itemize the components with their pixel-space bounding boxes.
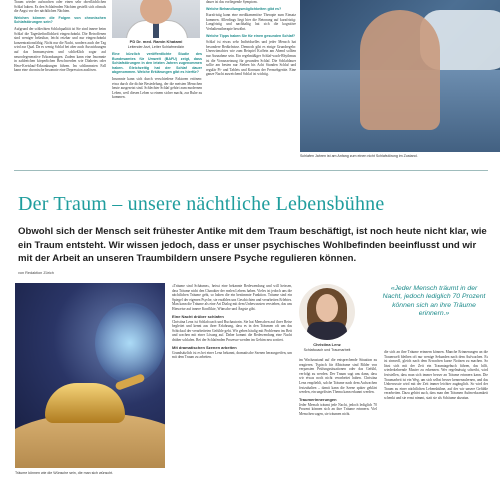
article-column-a [172, 284, 292, 500]
paragraph: Grundsätzlich ist es bei einer Lenz bekannt, dramatische Szenen herausgreifen, um mit dem Traum zu arbeiten. [172, 350, 292, 360]
subheading: Eine kürzlich veröffentlichte Studie des Bundesamtes für Umwelt (BAFU) zeigt, dass Schlafstörungen in den letzten Jahren zugenommen haben. Gleichzeitig hat der Schlaf dauer abgenommen. Welche Erklärungen gibt es hierfür? [112, 52, 202, 75]
christina-portrait [299, 284, 355, 340]
subheading: Traumerinnerungen [299, 396, 337, 402]
subheading: Welche Tipps haben Sie für einen gesunden Schlaf? [206, 33, 296, 38]
subheading: Eine Nacht drüber schlafen [172, 313, 224, 319]
top-column-2 [112, 52, 202, 152]
top-column-3 [206, 0, 296, 152]
christina-role: Schlafcoach und Traumarbeit [303, 347, 351, 352]
doctor-name: PD Dr. med. Ramin Khatami [129, 39, 183, 44]
article-column-c [384, 350, 488, 500]
section-divider [14, 170, 488, 171]
paragraph: Traum wieder aufwachen oder einen sehr oberflächlichen Schlaf haben. Es den Schlafenden Nächten gestellt sich oftmals die Angst vor der nächtlichen Nächten. [14, 0, 106, 14]
paragraph: Insomnie kann sich durch verschiedene Faktoren ertönen: etwa durch die dichte Besiedelung, der die meisten Menschen heute ausgesetzt sind. Schlechter Schlaf gehört zum modernen Leben, weil diesen Leben so einem sicher macht, zur Ruhe zu kommen. [112, 76, 202, 100]
paragraph: Christina Lenz ist Schlafcoach und Buchautorin. Sie hat Menschen auf ihrer Reise begleitet und kennt aus ihrer Erfahrung, dass es in den Träumen oft um das Schicksal der verarbeiteten Gefühle geht. Wir gehen häufig mit Problemen ins Bett und wachen mit einer Lösung auf. Daher kommt die Redewendung eine Nacht drüber schlafen. Bei der Schlafenden Prozesse werden im Gehirn neu sortiert. [172, 319, 292, 342]
sleep-photo [300, 0, 500, 152]
article-byline: von Redaktion Zürich [18, 271, 54, 275]
subheading: Mit dramatischen Szenen arbeiten [172, 344, 237, 350]
subheading: Welche Behandlungsmöglichkeiten gibt es? [206, 6, 282, 11]
paragraph: «Träume sind Schäume», heisst eine bekannte Redewendung und will heissen, dass Träume nicht den Charakter der realen Lebens haben. Vieles ist jedoch uns die nächtlichen Träume geht, so haben die ein bestimmte Funktion. Träume sind ein Spiegel der eigenen Psyche, sie erzählen uns Geschichten und verarbeiten Erlebtes. Man kann die Träume als eine Art Dialog mit dem Unbewussten verstehen, das uns Hinweise auf innere Konflikte, Wünsche und Ängste gibt. [172, 284, 292, 311]
article-lead: Obwohl sich der Mensch seit frühester Antike mit dem Traum beschäftigt, ist noch heute nicht klar, wie ein Traum entsteht. Wir wissen jedoch, dass er unser psychisches Wohlbefinden beeinflusst und wir mit der Arbeit an unseren Traumbildern unsere Psyche regulieren können. [18, 226, 487, 264]
paragraph: Jeder Mensch träumt jede Nacht, jedoch lediglich 70 Prozent können sich an ihre Träume erinnern. Viel Menschen sagen, sie träumen nicht. [299, 402, 377, 416]
article-column-b [299, 358, 377, 500]
sleep-photo-caption: Schlafen Jahren ist am Anfang zum einen nicht Schlafstörung im Zustand. [300, 154, 418, 158]
doctor-caption [112, 40, 200, 49]
christina-caption [294, 343, 360, 352]
top-column-1 [14, 0, 106, 150]
article-headline: Der Traum – unsere nächtliche Lebensbühne [18, 193, 385, 215]
paragraph: die sich an ihre Träume erinnern können. Manche Erinnerungen an die Traumwelt bleiben oft nur wenige Sekunden nach dem Aufwachen. Es ist sinnvoll, gleich nach dem Erwachen kurze Notizen zu machen. So lässt sich mit der Zeit ein Traumtagebuch führen, das hilft, wiederkehrende Muster zu erkennen. Wer regelmässig schreibt, wird feststellen, dass man sich immer besser an Träume erinnern kann. Die Traumarbeit ist ein Weg, um sich selbst besser kennenzulernen, und das Unbewusste wird mit der Zeit immer leichter zugänglich. So wird der Traum zu einer nächtlichen Lebensbühne, auf der wir unsere Gefühle verarbeiten. Dazu gehört auch, dass man den Träumen Aufmerksamkeit schenkt und sie ernst nimmt, statt sie als Schäume abzutun. [384, 350, 488, 400]
lamp-photo-caption: Träume können wie die Wünsche sein, die man sich wünscht. [15, 471, 114, 475]
doctor-portrait [112, 0, 200, 38]
paragraph: Kurzfristig kann eine medikamentöse Therapie zum Einsatz kommen. Allerdings liegt hier die Betonung auf kurzfristig: Langfristig und nachhaltig hat sich die kognitive Verhaltenstherapie bewährt. [206, 13, 296, 31]
subheading: Welchen können die Folgen von chronischen Schlafstörungen sein? [14, 15, 106, 25]
doctor-role: Leitender Arzt, Leiter Schlafmedizin [127, 44, 185, 49]
magic-lamp-photo [15, 283, 165, 468]
paragraph: im Wachzustand auf die entsprechende Situation zu reagieren. Typisch für Albträume sind Bilder von verpassten Prüfungssituationen oder das Gefühl, verfolgt zu werden. Der Traum sagt uns dann, dass wir etwas noch nicht verarbeitet haben. Christina Lenz empfiehlt, solche Träume nach dem Aufwachen festzuhalten – damit kann die Szene später geklärt werden, ein ungelöstes Thema kann erkannt werden. [299, 358, 377, 395]
christina-name: Christina Lenz [313, 342, 341, 347]
pull-quote: «Jeder Mensch träumt in der Nacht, jedoch lediglich 70 Prozent können sich an ihre Träume erinnern.» [382, 285, 486, 318]
paragraph: dauer ist das vorliegende Symptom. [206, 0, 258, 4]
paragraph: Aufgrund der schlechten Schlafqualität ist Sie sind innere beim Schlaf die Tagesbefindlichkeit eingeschränkt. Die Betroffenen sind weniger belastbar, leicht reizbar und nur eingeschränkt konzentrationsfähig. Nicht nur die Nacht, sondern auch der Tag wird zur Qual. Da es wenig Schlaf bei aber auch Auswirkungen auf das Immunsystem und schließlich sogar auf neurodegenerative Erkrankungen. Zudem kann eine Insomnie in zahlreichen körperlichen Beschwerden wie Diabetes oder Herz-Kreislauf-Erkrankungen führen. Im schlimmsten Fall kann eine chronische Insomnie eine Depression auslösen. [14, 26, 106, 73]
paragraph: Schlaf ist etwas sehr Individuelles und jeder Mensch hat besondere Bedürfnisse. Dennoch gibt es einige Grundregeln: Unerwünschtes wie zum Beispiel Koffein am Abend sollten nur Ausnahme sein. Ein regelmäßiger Schlaf-wach-Rhythmus ist die Voraussetzung für gesunden Schlaf. Die Schlafdauer sollte am besten nur Sieben bis Acht Stunden Schlaf und regulär Pi- und Tablets und Konsum der Fernsehgeräte. Eine ganze Nacht ausreichend Schlaf ist wichtig. [206, 40, 296, 77]
